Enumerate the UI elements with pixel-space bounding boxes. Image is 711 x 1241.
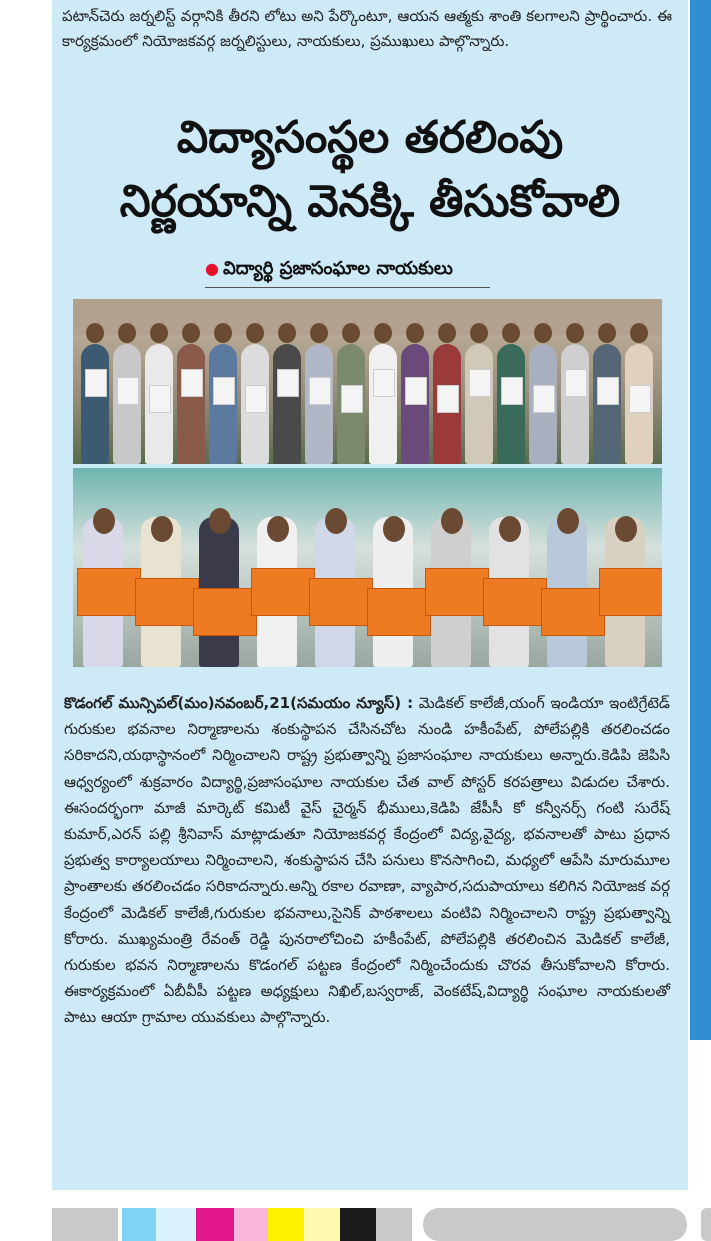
person-head xyxy=(534,323,552,343)
color-swatch xyxy=(304,1208,340,1241)
paper-sheet xyxy=(117,377,139,405)
person-head xyxy=(470,323,488,343)
paper-sheet xyxy=(245,385,267,413)
person-figure xyxy=(465,344,493,464)
person-head xyxy=(278,323,296,343)
person-head xyxy=(406,323,424,343)
dateline: కొడంగల్ మున్సిపల్(మం)నవంబర్,21(సమయం న్యూస్) : xyxy=(64,694,414,712)
person-head xyxy=(441,508,463,534)
paper-sheet xyxy=(469,369,491,397)
person-head xyxy=(118,323,136,343)
person-head xyxy=(615,516,637,542)
person-head xyxy=(374,323,392,343)
orange-poster xyxy=(135,578,199,626)
person-head xyxy=(246,323,264,343)
paper-sheet xyxy=(565,369,587,397)
group-photo-top xyxy=(73,299,662,464)
headline-line-2: నిర్ణయాన్ని వెనక్కి తీసుకోవాలి xyxy=(119,176,621,227)
orange-poster xyxy=(367,588,431,636)
color-swatch xyxy=(376,1208,412,1241)
person-head xyxy=(93,508,115,534)
orange-poster xyxy=(77,568,141,616)
person-head xyxy=(150,323,168,343)
person-head xyxy=(502,323,520,343)
accent-strip xyxy=(690,0,711,1040)
paper-sheet xyxy=(85,369,107,397)
person-head xyxy=(566,323,584,343)
orange-poster xyxy=(541,588,605,636)
person-head xyxy=(499,516,521,542)
orange-poster xyxy=(483,578,547,626)
person-head xyxy=(182,323,200,343)
paper-sheet xyxy=(437,385,459,413)
paper-sheet xyxy=(373,369,395,397)
person-head xyxy=(310,323,328,343)
color-swatch xyxy=(196,1208,234,1241)
orange-poster xyxy=(193,588,257,636)
orange-poster xyxy=(425,568,489,616)
body-paragraph: మెడికల్ కాలేజీ,యంగ్ ఇండియా ఇంటిగ్రేటెడ్ గురుకుల భవనాల నిర్మాణాలను శంకుస్థాపన చేసినచోట నుండి హకీంపేట్, పోలేపల్లికి తరలించడం సరికాదని,యథాస్థానంలో నిర్మించాలని రాష్ట్ర ప్రభుత్వాన్ని ప్రజాసంఘాల నాయకులు అన్నారు.కెడిపి జెపిసి ఆధ్వర్యంలో శుక్రవారం విద్యార్థి,ప్రజాసంఘాల నాయకుల చేత వాల్ పోస్టర్ కరపత్రాలు విడుదల చేశారు. ఈసందర్భంగా మాజీ మార్కెట్ కమిటీ వైస్ చైర్మన్ భీములు,కెడిపి జేపీసీ కో కన్వీనర్స్ గంటి సురేష్ కుమార్,ఎరన్ పల్లి శ్రీనివాస్ మాట్లాడుతూ నియోజకవర్గ కేంద్రంలో విద్య,వైద్య, భవనాలతో పాటు ప్రధాన ప్రభుత్వ కార్యాలయాలు నిర్మించాలని, శంకుస్థాపన చేసి పనులు కొనసాగించి, మధ్యలో ఆపేసి మారుమూల ప్రాంతాలకు తరలించడం సరికాదన్నారు.అన్ని రకాల రవాణా, వ్యాపార,సదుపాయాలు కలిగిన నియోజక వర్గ కేంద్రంలో మెడికల్ కాలేజీ,గురుకుల భవనాలు,సైనిక్ పాఠశాలలు వంటివి నిర్మించాలని రాష్ట్ర ప్రభుత్వాన్ని కోరారు. ముఖ్యమంత్రి రేవంత్ రెడ్డి పునరాలోచించి హకీంపేట్, పోలేపల్లికి తరలించిన మెడికల్ కాలేజీ, గురుకుల భవన నిర్మాణాలను కొడంగల్ పట్టణ కేంద్రంలో నిర్మించేందుకు చొరవ తీసుకోవాలని కోరారు. ఈకార్యక్రమంలో ఏబీవీపీ పట్టణ అధ్యక్షులు నిఖిల్,బస్వరాజ్, వెంకటేష్,విద్యార్థి సంఘాల నాయకులతో పాటు ఆయా గ్రామాల యువకులు పాల్గొన్నారు. xyxy=(64,694,670,1027)
paper-sheet xyxy=(181,369,203,397)
orange-poster xyxy=(251,568,315,616)
person-figure xyxy=(273,344,301,464)
person-head xyxy=(267,516,289,542)
person-head xyxy=(342,323,360,343)
person-figure xyxy=(561,344,589,464)
group-photo-bottom xyxy=(73,468,662,667)
subheading-text: విద్యార్థి ప్రజాసంఘాల నాయకులు xyxy=(222,258,453,279)
color-swatch xyxy=(52,1208,118,1241)
paper-sheet xyxy=(405,377,427,405)
paper-sheet xyxy=(629,385,651,413)
color-swatch xyxy=(268,1208,304,1241)
person-head xyxy=(86,323,104,343)
paper-sheet xyxy=(277,369,299,397)
paper-sheet xyxy=(597,377,619,405)
person-head xyxy=(325,508,347,534)
article-body xyxy=(64,690,670,1031)
person-figure xyxy=(177,344,205,464)
person-head xyxy=(214,323,232,343)
orange-poster xyxy=(309,578,373,626)
person-head xyxy=(383,516,405,542)
headline xyxy=(52,106,688,234)
orange-poster xyxy=(599,568,662,616)
paper-sheet xyxy=(533,385,555,413)
color-swatch xyxy=(156,1208,196,1241)
person-head xyxy=(630,323,648,343)
headline-line-1: విద్యాసంస్థల తరలింపు xyxy=(176,112,564,163)
paper-sheet xyxy=(149,385,171,413)
color-swatch xyxy=(122,1208,156,1241)
person-head xyxy=(557,508,579,534)
person-figure xyxy=(81,344,109,464)
registration-pill xyxy=(423,1208,687,1241)
person-head xyxy=(598,323,616,343)
person-head xyxy=(151,516,173,542)
paper-sheet xyxy=(213,377,235,405)
person-figure xyxy=(369,344,397,464)
red-dot-icon: ● xyxy=(205,259,219,278)
paper-sheet xyxy=(309,377,331,405)
previous-article-tail: పటాన్‌చెరు జర్నలిస్ట్ వర్గానికి తీరని లోటు అని పేర్కొంటూ, ఆయన ఆత్మకు శాంతి కలగాలని ప్రార్థించారు. ఈ కార్యక్రమంలో నియోజకవర్గ జర్నలిస్టులు, నాయకులు, ప్రముఖులు పాల్గొన్నారు. xyxy=(62,7,672,50)
paper-sheet xyxy=(341,385,363,413)
subheading xyxy=(205,258,490,288)
color-swatch xyxy=(234,1208,268,1241)
person-head xyxy=(209,508,231,534)
person-head xyxy=(438,323,456,343)
paper-sheet xyxy=(501,377,523,405)
registration-pill-edge xyxy=(701,1208,711,1241)
color-swatch xyxy=(340,1208,376,1241)
